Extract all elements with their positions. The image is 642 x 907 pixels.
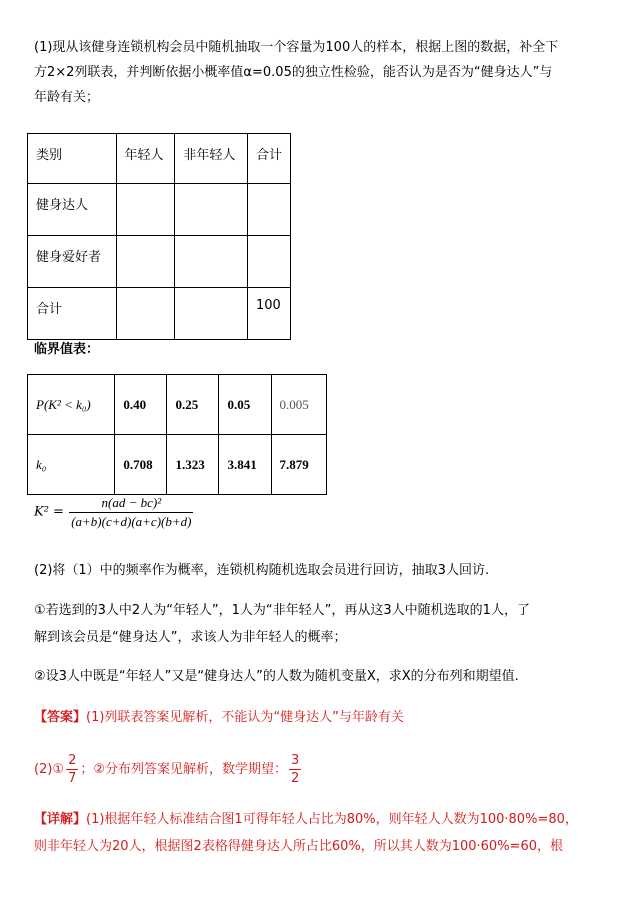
table-row: [28, 288, 291, 340]
answer-line2: [34, 750, 616, 790]
contingency-table: [27, 133, 291, 340]
table-cell: 0.05: [219, 375, 271, 435]
answer-text-1: (1)列联表答案见解析，不能认为“健身达人”与年龄有关: [86, 710, 404, 725]
detail-line2: 则非年轻人为20人，根据图2表格得健身达人所占比60%，所以其人数为100·60%=60，根: [34, 839, 563, 854]
answer-label: 【答案】: [34, 710, 87, 725]
answer-part2-prefix: (2)①: [34, 762, 65, 777]
formula-fraction: [69, 494, 193, 531]
detail-label: 【详解】: [34, 812, 87, 827]
table-cell: [116, 236, 175, 288]
table-cell: [247, 236, 290, 288]
table-row: [28, 236, 291, 288]
answer-part2-mid: ；②分布列答案见解析，数学期望：: [80, 762, 288, 777]
critical-table-title: 临界值表：: [34, 342, 100, 357]
q2-part1-line1: ①若选到的3人中2人为“年轻人”，1人为“非年轻人”，再从这3人中随机选取的1人，了: [34, 603, 530, 618]
probability-fraction: $\frac{2}{7}$: [68, 753, 77, 786]
table-cell: 0.005: [271, 375, 327, 435]
table-cell: 7.879: [271, 435, 327, 495]
table-cell: [175, 184, 248, 236]
formula-lhs: K² =: [34, 504, 64, 520]
table-cell: [175, 236, 248, 288]
chi-square-formula: [34, 494, 195, 531]
crit-row2-label: k₀: [28, 435, 115, 495]
table-cell: 0.708: [115, 435, 167, 495]
crit-row1-label: P(K² < k₀): [28, 375, 115, 435]
table-cell: 0.40: [115, 375, 167, 435]
table-cell: 1.323: [167, 435, 219, 495]
table-cell: 0.25: [167, 375, 219, 435]
table-cell: 合计: [28, 288, 117, 340]
formula-denominator: (a+b)(c+d)(a+c)(b+d): [71, 514, 192, 529]
table-header-non-young: 非年轻人: [175, 134, 248, 184]
table-header-category: 类别: [28, 134, 117, 184]
question-1: [34, 35, 616, 110]
table-cell: 健身爱好者: [28, 236, 117, 288]
q1-line2: 方2×2列联表，并判断依据小概率值α=0.05的独立性检验，能否认为是否为“健身达人”与: [34, 65, 553, 80]
q2-intro: (2)将（1）中的频率作为概率，连锁机构随机选取会员进行回访，抽取3人回访.: [34, 563, 490, 578]
detail-section: [34, 806, 616, 860]
table-cell: [247, 184, 290, 236]
table-cell: [116, 184, 175, 236]
table-row: [28, 184, 291, 236]
q1-line1: (1)现从该健身连锁机构会员中随机抽取一个容量为100人的样本，根据上图的数据，补全下: [34, 40, 559, 55]
q2-part1-line2: 解到该会员是“健身达人”，求该人为非年轻人的概率；: [34, 630, 347, 645]
table-header-young: 年轻人: [116, 134, 175, 184]
expectation-fraction: $\frac{3}{2}$: [291, 753, 300, 786]
table-cell: 100: [247, 288, 290, 340]
table-header-total: 合计: [247, 134, 290, 184]
answer-line1: [34, 705, 616, 730]
table-cell: [175, 288, 248, 340]
critical-value-table: [27, 374, 327, 495]
table-cell: 健身达人: [28, 184, 117, 236]
table-cell: [116, 288, 175, 340]
q2-part1: [34, 597, 616, 651]
table-cell: 3.841: [219, 435, 271, 495]
formula-numerator: n(ad − bc)²: [69, 494, 193, 513]
q1-line3: 年龄有关；: [34, 90, 100, 105]
detail-line1: 【详解】(1)根据年轻人标准结合图1可得年轻人占比为80%，则年轻人人数为100·80%=80，: [34, 812, 578, 827]
q2-part2: ②设3人中既是“年轻人”又是“健身达人”的人数为随机变量X，求X的分布列和期望值.: [34, 669, 519, 684]
